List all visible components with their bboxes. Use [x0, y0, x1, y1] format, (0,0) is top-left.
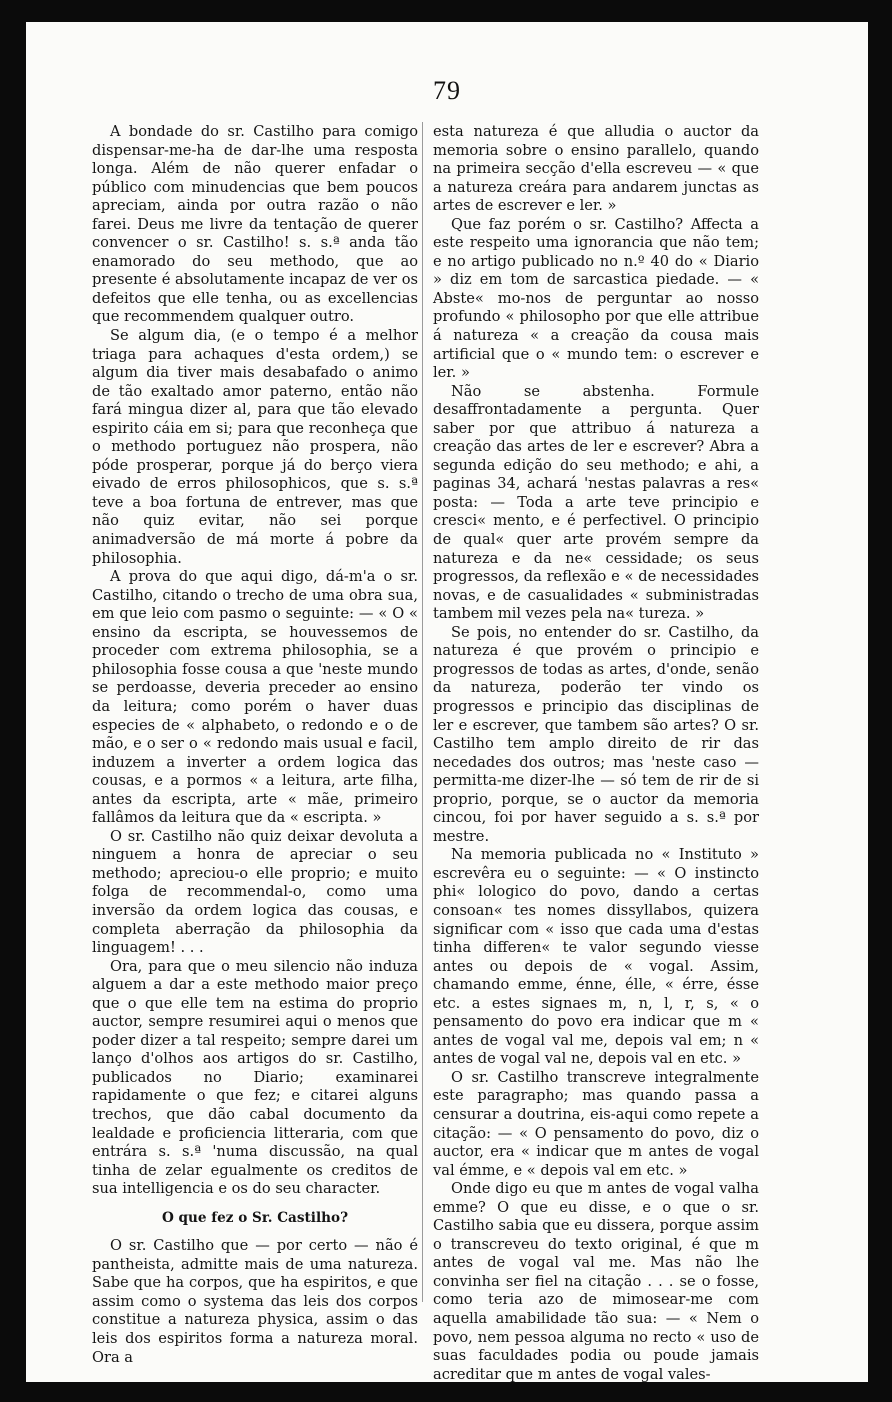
paragraph: esta natureza é que alludia o auctor da memoria sobre o ensino parallelo, quando na primeira secção d'ella escreveu — « que a natureza creára para andarem junctas as artes de escrever e ler. »: [433, 123, 759, 215]
section-heading: O que fez o Sr. Castilho?: [161, 1209, 349, 1226]
paragraph: A prova do que aqui digo, dá-m'a o sr. Castilho, citando o trecho de uma obra sua, em que leio com pasmo o seguinte: — « O « ensino da escripta, se houvessemos de proceder com extrema philosophia, se a philosophia fosse cousa a que 'neste mundo se perdoasse, deveria preceder ao ensino da leitura; como porém o haver duas especies de « alphabeto, o redondo e o de mão, e o ser o « redondo mais usual e facil, induzem a inverter a ordem logica das cousas, e a pormos « a leitura, arte filha, antes da escripta, arte « mãe, primeiro fallâmos da leitura que da « escripta. »: [92, 568, 418, 827]
paragraph: Não se abstenha. Formule desaffrontadamente a pergunta. Quer saber por que attribuo á natureza a creação das artes de ler e escrever? Abra a segunda edição do seu methodo; e ahi, a paginas 34, achará 'nestas palavras a res« posta: — Toda a arte teve principio e cresci« mento, e é perfectivel. O principio de qual« quer arte provém sempre da natureza e da ne« cessidade; os seus progressos, da reflexão e « de necessidades novas, e de casualidades « subministradas tambem mil vezes pela na« tureza. »: [433, 382, 759, 623]
paragraph: Onde digo eu que m antes de vogal valha emme? O que eu disse, e o que o sr. Castilho sabia que eu dissera, porque assim o transcreveu do texto original, é que m antes de vogal val me. Mas não lhe convinha ser fiel na citação . . . se o fosse, como teria azo de mimosear-me com aquella amabilidade tão sua: — « Nem o povo, nem pessoa alguma no recto « uso de suas faculdades podia ou poude jamais acreditar que m antes de vogal vales-: [433, 1180, 759, 1382]
paragraph: O sr. Castilho que — por certo — não é pantheista, admitte mais de uma natureza. Sabe que ha corpos, que ha espiritos, e que assim como o systema das leis dos corpos constitue a natureza physica, assim o das leis dos espiritos forma a natureza moral. Ora a: [92, 1237, 418, 1366]
right-column: [433, 123, 759, 1382]
left-column: [92, 123, 418, 1367]
paragraph: Na memoria publicada no « Instituto » escrevêra eu o seguinte: — « O instincto phi« lologico do povo, dando a certas consoan« tes nomes dissyllabos, quizera significar com « isso que cada uma d'estas tinha differen« te valor segundo viesse antes ou depois de « vogal. Assim, chamando emme, énne, élle, « érre, ésse etc. a estes signaes m, n, l, r, s, « o pensamento do povo era indicar que m « antes de vogal val me, depois val em; n « antes de vogal val ne, depois val en etc. »: [433, 846, 759, 1068]
paragraph: Se pois, no entender do sr. Castilho, da natureza é que provém o principio e progressos de todas as artes, d'onde, senão da natureza, poderão ter vindo os progressos e principio das disciplinas de ler e escrever, que tambem são artes? O sr. Castilho tem amplo direito de rir das necedades dos outros; mas 'neste caso — permitta-me dizer-lhe — só tem de rir de si proprio, porque, se o auctor da memoria cincou, foi por haver seguido a s. s.ª por mestre.: [433, 623, 759, 845]
paragraph: A bondade do sr. Castilho para comigo dispensar-me-ha de dar-lhe uma resposta longa. Além de não querer enfadar o público com minudencias que bem poucos apreciam, ainda por outra razão o não farei. Deus me livre da tentação de querer convencer o sr. Castilho! s. s.ª anda tão enamorado do seu methodo, que ao presente é absolutamente incapaz de ver os defeitos que elle tenha, ou as excellencias que recommendem qualquer outro.: [92, 123, 418, 326]
page-number: 79: [433, 76, 461, 105]
column-divider: [422, 122, 423, 1302]
paragraph: Se algum dia, (e o tempo é a melhor triaga para achaques d'esta ordem,) se algum dia tiver mais desabafado o animo de tão exaltado amor paterno, então não fará mingua dizer al, para que tão elevado espirito cáia em si; para que reconheça que o methodo portuguez não prospera, não póde prosperar, porque já do berço viera eivado de erros philosophicos, que s. s.ª teve a boa fortuna de entrever, mas que não quiz evitar, não sei porque animadversão de má morte á pobre da philosophia.: [92, 327, 418, 567]
newspaper-page: [26, 22, 868, 1382]
paragraph: O sr. Castilho não quiz deixar devoluta a ninguem a honra de apreciar o seu methodo; apreciou-o elle proprio; e muito folga de recommendal-o, como uma inversão da ordem logica das cousas, e completa aberração da philosophia da linguagem! . . .: [92, 827, 418, 957]
paragraph: Que faz porém o sr. Castilho? Affecta a este respeito uma ignorancia que não tem; e no artigo publicado no n.º 40 do « Diario » diz em tom de sarcastica piedade. — « Abste« mo-nos de perguntar ao nosso profundo « philosopho por que elle attribue á natureza « a creação da cousa mais artificial que o « mundo tem: o escrever e ler. »: [433, 215, 759, 382]
paragraph: O sr. Castilho transcreve integralmente este paragrapho; mas quando passa a censurar a doutrina, eis-aqui como repete a citação: — « O pensamento do povo, diz o auctor, era « indicar que m antes de vogal val émme, e « depois val em etc. »: [433, 1068, 759, 1179]
paragraph: Ora, para que o meu silencio não induza alguem a dar a este methodo maior preço que o que elle tem na estima do proprio auctor, sempre resumirei aqui o menos que poder dizer a tal respeito; sempre darei um lanço d'olhos aos artigos do sr. Castilho, publicados no Diario; examinarei rapidamente o que fez; e citarei alguns trechos, que dão cabal documento da lealdade e proficiencia litteraria, com que entrára s. s.ª 'numa discussão, na qual tinha de zelar egualmente os creditos de sua intelligencia e os do seu character.: [92, 957, 418, 1198]
